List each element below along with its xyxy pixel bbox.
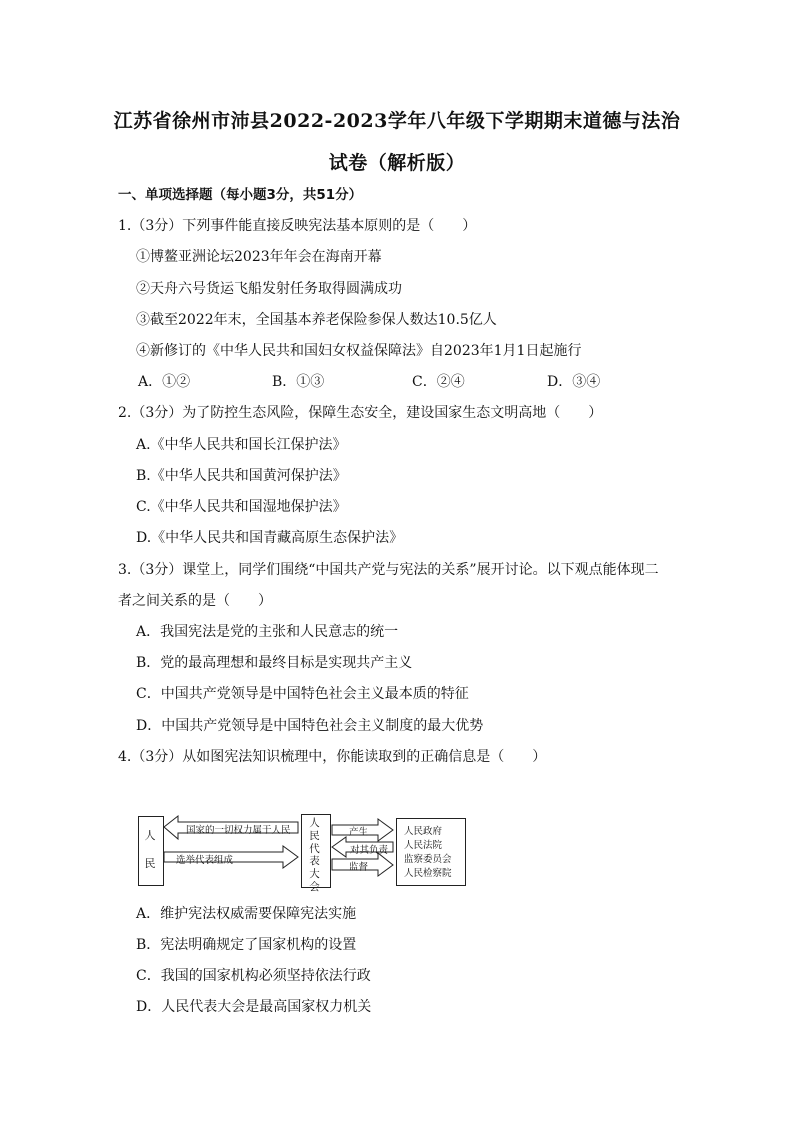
question-1-stem: 1.（3分）下列事件能直接反映宪法基本原则的是（ ） — [118, 218, 477, 234]
question-4-option-d[interactable]: D．人民代表大会是最高国家权力机关 — [136, 999, 372, 1015]
question-3-stem-line2: 者之间关系的是（ ） — [118, 593, 272, 609]
responsible-label: 对其负责 — [350, 845, 389, 856]
question-1-option-c[interactable]: C．②④ — [412, 374, 465, 390]
question-4-option-c[interactable]: C．我国的国家机构必须坚持依法行政 — [136, 968, 371, 984]
question-3-option-b[interactable]: B．党的最高理想和最终目标是实现共产主义 — [136, 655, 413, 671]
question-2-option-d[interactable]: D.《中华人民共和国青藏高原生态保护法》 — [136, 530, 404, 546]
congress-label: 人民代表大会 — [309, 817, 320, 893]
question-2-option-b[interactable]: B.《中华人民共和国黄河保护法》 — [136, 468, 347, 484]
question-1-option-b[interactable]: B．①③ — [272, 374, 325, 390]
organ-court: 人民法院 — [404, 840, 443, 851]
people-label: 人民 — [144, 829, 156, 870]
elect-label: 选举代表组成 — [176, 855, 234, 866]
organ-government: 人民政府 — [404, 826, 443, 837]
question-3-option-a[interactable]: A．我国宪法是党的主张和人民意志的统一 — [136, 624, 399, 640]
question-4-option-a[interactable]: A．维护宪法权威需要保障宪法实施 — [136, 906, 357, 922]
question-1-item-3: ③截至2022年末，全国基本养老保险参保人数达10.5亿人 — [136, 312, 497, 328]
question-3-option-c[interactable]: C．中国共产党领导是中国特色社会主义最本质的特征 — [136, 686, 469, 702]
question-2-option-c[interactable]: C.《中华人民共和国湿地保护法》 — [136, 499, 347, 515]
section-heading: 一、单项选择题（每小题3分，共51分） — [118, 187, 363, 203]
question-4-stem: 4.（3分）从如图宪法知识梳理中，你能读取到的正确信息是（ ） — [118, 749, 547, 765]
question-1-item-2: ②天舟六号货运飞船发射任务取得圆满成功 — [136, 281, 402, 297]
question-1-item-1: ①博鳌亚洲论坛2023年年会在海南开幕 — [136, 249, 382, 265]
question-1-item-4: ④新修订的《中华人民共和国妇女权益保障法》自2023年1月1日起施行 — [136, 343, 582, 359]
constitution-knowledge-diagram — [138, 814, 466, 893]
question-1-option-d[interactable]: D．③④ — [547, 374, 601, 390]
question-2-stem: 2.（3分）为了防控生态风险，保障生态安全，建设国家生态文明高地（ ） — [118, 405, 603, 421]
document-title-line2: 试卷（解析版） — [328, 152, 466, 174]
power-label: 国家的一切权力属于人民 — [186, 825, 291, 836]
document-title-line1: 江苏省徐州市沛县2022-2023学年八年级下学期期末道德与法治 — [113, 110, 681, 132]
question-4-option-b[interactable]: B．宪法明确规定了国家机构的设置 — [136, 937, 357, 953]
organ-procuratorate: 人民检察院 — [404, 868, 452, 879]
question-1-options — [136, 372, 676, 392]
question-2-option-a[interactable]: A.《中华人民共和国长江保护法》 — [136, 437, 347, 453]
question-1-option-a[interactable]: A．①② — [138, 374, 191, 390]
organ-supervisory-commission: 监察委员会 — [404, 854, 452, 865]
question-3-option-d[interactable]: D．中国共产党领导是中国特色社会主义制度的最大优势 — [136, 718, 484, 734]
supervise-label: 监督 — [349, 862, 369, 873]
question-3-stem-line1: 3.（3分）课堂上，同学们围绕“中国共产党与宪法的关系”展开讨论。以下观点能体现二 — [118, 562, 659, 578]
produce-label: 产生 — [349, 827, 369, 838]
